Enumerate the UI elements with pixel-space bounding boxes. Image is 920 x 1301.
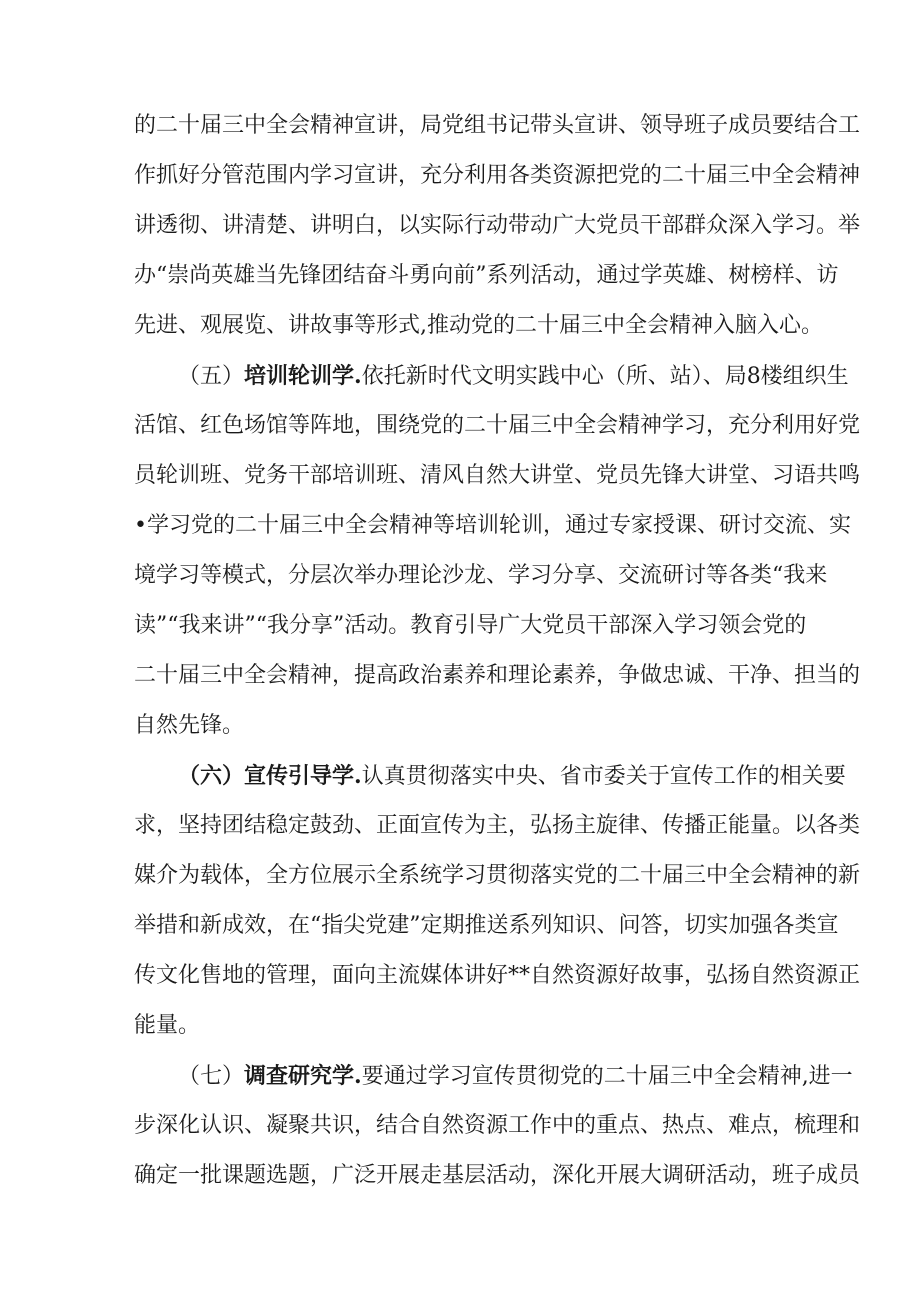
paragraph-line: 媒介为载体，全方位展示全系统学习贯彻落实党的二十届三中全会精神的新	[134, 863, 861, 888]
section-7-heading-line	[178, 1060, 853, 1092]
paragraph-line: 先进、观展览、讲故事等形式,推动党的二十届三中全会精神入脑入心。	[134, 313, 823, 338]
section-first-line-text: 要通过学习宣传贯彻党的二十届三中全会精神,进一	[361, 1064, 853, 1089]
paragraph-line: 读”“我来讲”“我分享”活动。教育引导广大党员干部深入学习领会党的	[134, 613, 807, 638]
section-first-line-text: 依托新时代文明实践中心（所、站）、局8楼组织生	[361, 364, 849, 389]
section-5-heading-line	[178, 360, 849, 392]
section-number: （七）	[178, 1064, 245, 1089]
paragraph-line: 确定一批课题选题，广泛开展走基层活动，深化开展大调研活动，班子成员	[134, 1163, 861, 1188]
paragraph-line: 二十届三中全会精神，提高政治素养和理论素养，争做忠诚、干净、担当的	[134, 663, 861, 688]
section-title: 调查研究学.	[244, 1063, 362, 1089]
paragraph-line: 举措和新成效，在“指尖党建”定期推送系列知识、问答，切实加强各类宣	[134, 913, 839, 938]
paragraph-line: 员轮训班、党务干部培训班、清风自然大讲堂、党员先锋大讲堂、习语共鸣	[134, 463, 861, 488]
paragraph-line: 活馆、红色场馆等阵地，围绕党的二十届三中全会精神学习，充分利用好党	[134, 413, 861, 438]
section-title: 宣传引导学.	[244, 763, 362, 789]
paragraph-line: 求，坚持团结稳定鼓劲、正面宣传为主，弘扬主旋律、传播正能量。以各类	[134, 813, 861, 838]
paragraph-line: 境学习等模式，分层次举办理论沙龙、学习分享、交流研讨等各类“我来	[134, 563, 828, 588]
paragraph-line: 的二十届三中全会精神宣讲，局党组书记带头宣讲、领导班子成员要结合工	[134, 113, 861, 138]
paragraph-line: 作抓好分管范围内学习宣讲，充分利用各类资源把党的二十届三中全会精神	[134, 163, 861, 188]
paragraph-line: 能量。	[134, 1013, 201, 1038]
paragraph-line: 办“崇尚英雄当先锋团结奋斗勇向前”系列活动，通过学英雄、树榜样、访	[134, 263, 839, 288]
section-6-heading-line	[178, 760, 846, 792]
section-first-line-text: 认真贯彻落实中央、省市委关于宣传工作的相关要	[361, 764, 846, 789]
paragraph-line: •学习党的二十届三中全会精神等培训轮训，通过专家授课、研讨交流、实	[134, 513, 851, 538]
paragraph-line: 步深化认识、凝聚共识，结合自然资源工作中的重点、热点、难点，梳理和	[134, 1113, 861, 1138]
paragraph-line: 自然先锋。	[134, 713, 245, 738]
paragraph-line: 传文化售地的管理，面向主流媒体讲好**自然资源好故事，弘扬自然资源正	[134, 963, 861, 988]
section-number: （六）	[178, 763, 245, 789]
section-title: 培训轮训学.	[244, 363, 362, 389]
paragraph-line: 讲透彻、讲清楚、讲明白，以实际行动带动广大党员干部群众深入学习。举	[134, 213, 861, 238]
section-number: （五）	[178, 364, 245, 389]
